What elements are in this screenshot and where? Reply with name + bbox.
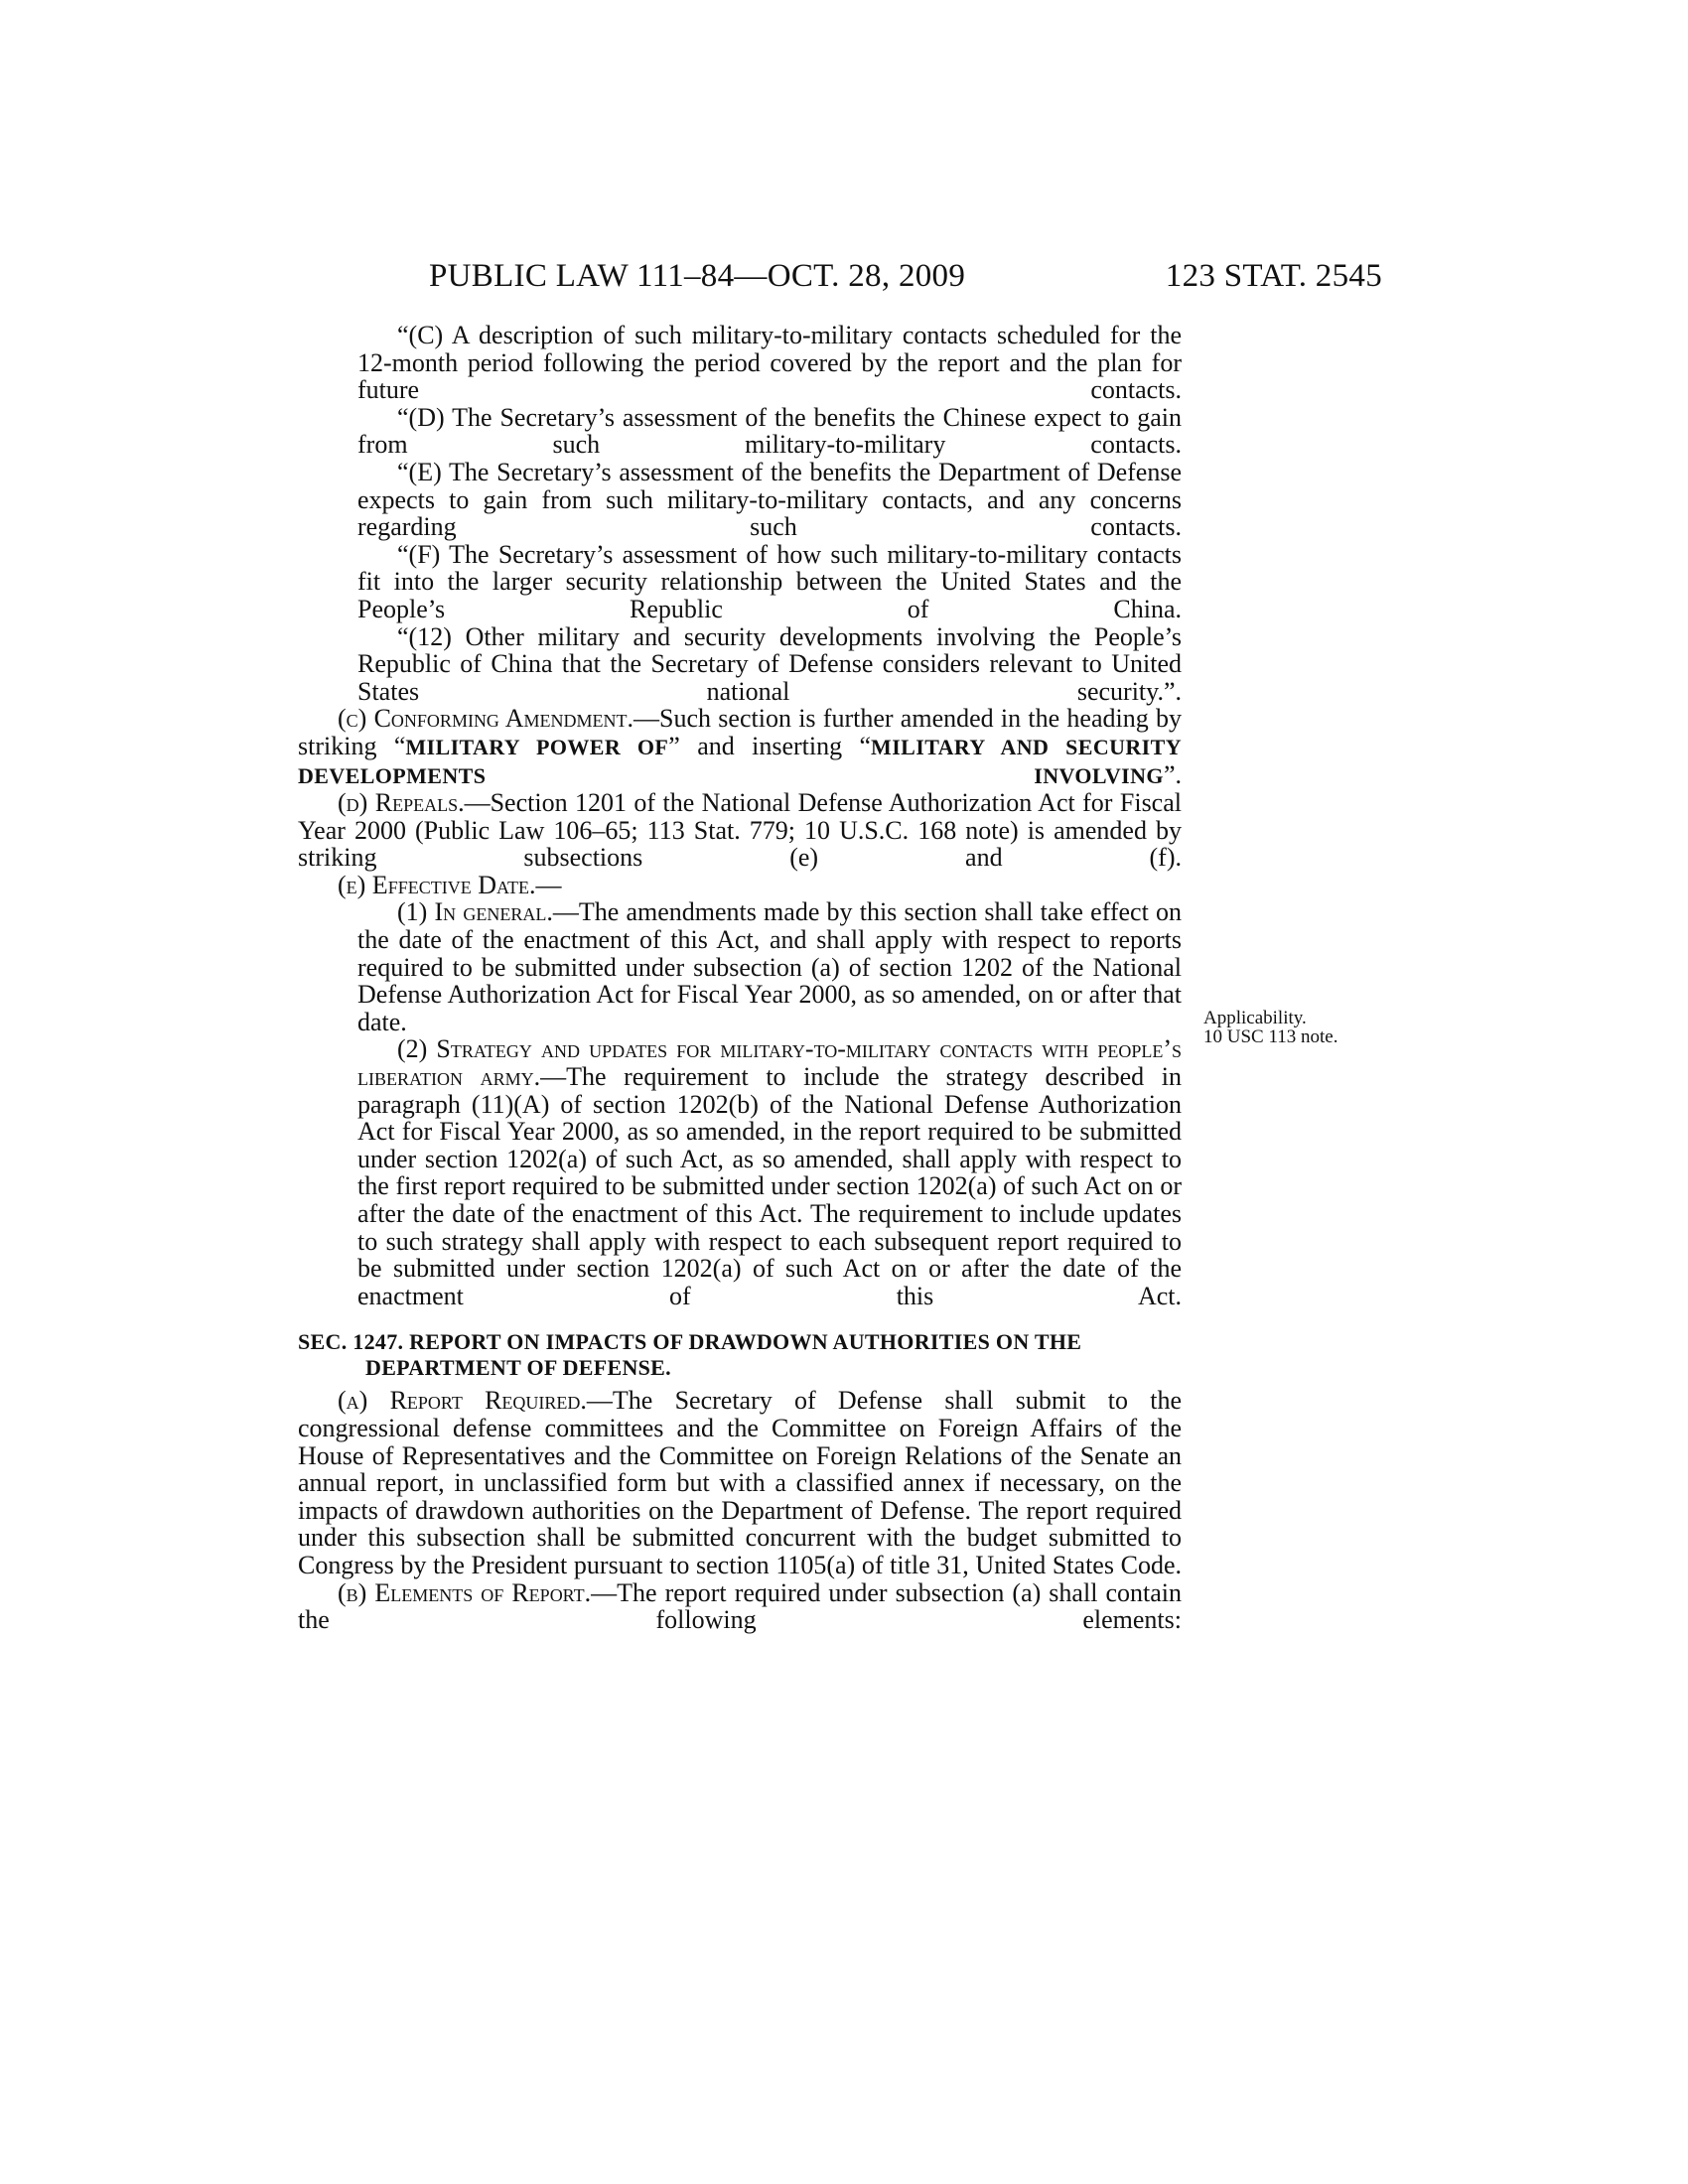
subsection-b-elements — [298, 1579, 1182, 1634]
page-header — [429, 256, 1382, 296]
header-stat-page: 123 STAT. 2545 — [1165, 258, 1382, 294]
subsection-d-repeals — [298, 789, 1182, 872]
paragraph-e1 — [357, 898, 1182, 1035]
subsection-c-text3: ”. — [1163, 759, 1182, 789]
document-body — [298, 322, 1182, 1634]
subparagraph-f: “(F) The Secretary’s assessment of how such military-to-military contacts fit into the larger security relationship between the United States and the People’s Republic of China. — [357, 539, 1182, 623]
paragraph-e2 — [357, 1035, 1182, 1309]
paragraph-12: “(12) Other military and security developments involving the People’s Republic of China that the Secretary of Defense considers relevant to United States national security.”. — [357, 621, 1182, 706]
margin-note-applicability: Applicability. — [1203, 1008, 1307, 1028]
margin-note-usc: 10 USC 113 note. — [1203, 1026, 1338, 1047]
subparagraph-d: “(D) The Secretary’s assessment of the benefits the Chinese expect to gain from such military-to-military contacts. — [357, 402, 1182, 460]
subsection-e-heading: (e) Effective Date. — [338, 870, 536, 899]
subsection-d-text: —Section 1201 of the National Defense Authorization Act for Fiscal Year 2000 (Public Law 106–65; 113 Stat. 779; 10 U.S.C. 168 note) is amended by striking subsections (e) and (f). — [298, 788, 1182, 873]
subsection-c-conforming — [298, 705, 1182, 789]
paragraph-e2-text: —The requirement to include the strategy described in paragraph (11)(A) of section 1202(b) of the National Defense Authorization Act for Fiscal Year 2000, as so amended, in the report required to be submitted under section 1202(a) of such Act, as so amended, shall apply with respect to the first report required to be submitted under section 1202(a) of such Act on or after the date of the enactment of this Act. The requirement to include updates to such strategy shall apply with respect to each subsequent report required to be submitted under section 1202(a) of such Act on or after the date of the enactment of this Act. — [357, 1062, 1182, 1310]
section-1247-heading: SEC. 1247. REPORT ON IMPACTS OF DRAWDOWN AUTHORITIES ON THE DEPARTMENT OF DEFENSE. — [298, 1329, 1082, 1381]
subsection-d-heading: (d) Repeals. — [338, 788, 465, 818]
subsection-e-effective-date — [298, 872, 1182, 899]
subsection-c-new-heading: MILITARY AND SECURITY DEVELOPMENTS INVOLVING — [298, 734, 1183, 788]
subsection-a-report-required — [298, 1387, 1182, 1578]
margin-note — [1203, 1009, 1382, 1046]
subsection-c-struck-heading: MILITARY POWER OF — [405, 734, 669, 759]
paragraph-e1-text: —The amendments made by this section shall take effect on the date of the enactment of this Act, and shall apply with respect to reports required to be submitted under subsection (a) of section 1202 of the National Defense Authorization Act for Fiscal Year 2000, as so amended, on or after that date. — [357, 897, 1182, 1036]
subsection-a-heading: (a) Report Required. — [338, 1386, 587, 1416]
paragraph-e1-heading: (1) In general. — [397, 897, 553, 927]
subsection-a-text: —The Secretary of Defense shall submit to the congressional defense committees and the Committee on Foreign Affairs of the House of Representatives and the Committee on Foreign Relations of the Senate an annual report, in unclassified form but with a classified annex if necessary, on the impacts of drawdown authorities on the Department of Defense. The report required under this subsection shall be submitted concurrent with the budget submitted to Congress by the President pursuant to section 1105(a) of title 31, United States Code. — [298, 1386, 1182, 1579]
subsection-c-text2: ” and inserting “ — [668, 731, 872, 760]
paragraph-e2-heading: (2) Strategy and updates for military-to-military contacts with people’s liberation army. — [357, 1034, 1182, 1092]
subparagraph-e: “(E) The Secretary’s assessment of the benefits the Department of Defense expects to gain from such military-to-military contacts, and any concerns regarding such contacts. — [357, 457, 1182, 542]
subsection-b-heading: (b) Elements of Report. — [338, 1577, 592, 1607]
subsection-b-text: —The report required under subsection (a) shall contain the following elements: — [298, 1577, 1182, 1635]
subsection-e-dash: — — [535, 870, 562, 899]
subparagraph-c: “(C) A description of such military-to-military contacts scheduled for the 12-month period following the period covered by the report and the plan for future contacts. — [357, 321, 1182, 405]
header-public-law: PUBLIC LAW 111–84—OCT. 28, 2009 — [429, 258, 966, 294]
subsection-c-heading: (c) Conforming Amendment. — [338, 704, 634, 734]
subsection-c-text1: —Such section is further amended in the heading by striking “ — [298, 704, 1182, 760]
